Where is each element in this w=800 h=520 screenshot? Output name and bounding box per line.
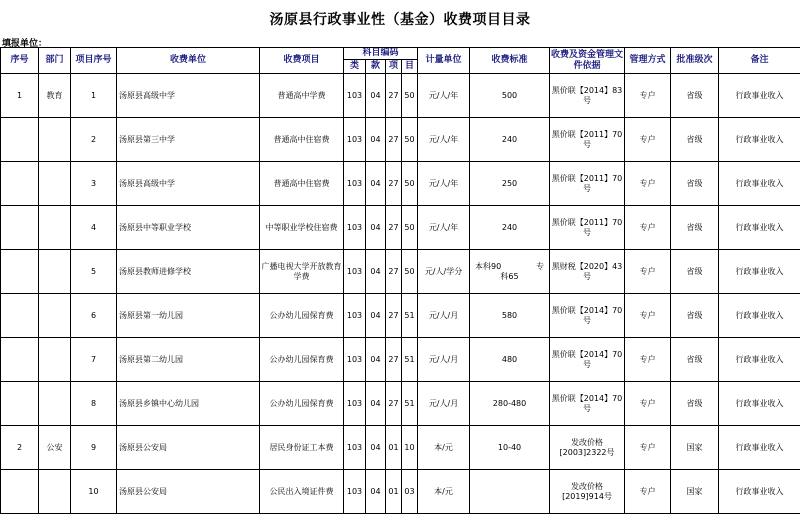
cell-mu: 50 bbox=[402, 250, 418, 294]
table-row bbox=[1, 426, 800, 470]
cell-unit: 汤原县第二幼儿园 bbox=[117, 338, 260, 382]
cell-lei: 103 bbox=[344, 338, 366, 382]
cell-item: 公办幼儿园保育费 bbox=[260, 382, 344, 426]
cell-lei: 103 bbox=[344, 382, 366, 426]
fee-table bbox=[0, 47, 800, 514]
cell-seq bbox=[1, 118, 39, 162]
cell-item-seq: 2 bbox=[71, 118, 117, 162]
cell-measure: 本/元 bbox=[418, 426, 470, 470]
cell-xiang: 27 bbox=[386, 74, 402, 118]
cell-unit: 汤原县中等职业学校 bbox=[117, 206, 260, 250]
cell-kuan: 04 bbox=[366, 470, 386, 514]
cell-basis: 黑价联【2014】83号 bbox=[550, 74, 625, 118]
cell-basis: 黑财税【2020】43号 bbox=[550, 250, 625, 294]
cell-basis: 黑价联【2011】70号 bbox=[550, 206, 625, 250]
cell-remark: 行政事业收入 bbox=[719, 338, 800, 382]
cell-kuan: 04 bbox=[366, 426, 386, 470]
cell-measure: 元/人/月 bbox=[418, 382, 470, 426]
cell-measure: 元/人/学分 bbox=[418, 250, 470, 294]
header-row-1 bbox=[1, 48, 800, 60]
cell-standard: 10-40 bbox=[470, 426, 550, 470]
header-sub-kuan: 款 bbox=[366, 60, 386, 74]
table-row bbox=[1, 250, 800, 294]
cell-item-seq: 4 bbox=[71, 206, 117, 250]
cell-mu: 50 bbox=[402, 206, 418, 250]
cell-item: 公办幼儿园保育费 bbox=[260, 338, 344, 382]
cell-unit: 汤原县第三中学 bbox=[117, 118, 260, 162]
cell-xiang: 27 bbox=[386, 162, 402, 206]
header-mgmt: 管理方式 bbox=[625, 48, 671, 74]
cell-dept: 公安 bbox=[39, 426, 71, 470]
cell-xiang: 27 bbox=[386, 118, 402, 162]
cell-level: 省级 bbox=[671, 294, 719, 338]
cell-mgmt: 专户 bbox=[625, 206, 671, 250]
cell-mu: 51 bbox=[402, 294, 418, 338]
cell-seq bbox=[1, 206, 39, 250]
cell-mgmt: 专户 bbox=[625, 294, 671, 338]
cell-lei: 103 bbox=[344, 118, 366, 162]
cell-mgmt: 专户 bbox=[625, 250, 671, 294]
cell-xiang: 27 bbox=[386, 294, 402, 338]
cell-item: 居民身份证工本费 bbox=[260, 426, 344, 470]
cell-kuan: 04 bbox=[366, 382, 386, 426]
cell-item-seq: 8 bbox=[71, 382, 117, 426]
cell-mgmt: 专户 bbox=[625, 426, 671, 470]
table-row bbox=[1, 74, 800, 118]
cell-dept bbox=[39, 250, 71, 294]
cell-mgmt: 专户 bbox=[625, 382, 671, 426]
cell-item-seq: 6 bbox=[71, 294, 117, 338]
cell-mu: 50 bbox=[402, 162, 418, 206]
cell-remark: 行政事业收入 bbox=[719, 382, 800, 426]
header-dept: 部门 bbox=[39, 48, 71, 74]
cell-mu: 51 bbox=[402, 338, 418, 382]
table-row bbox=[1, 470, 800, 514]
cell-item-seq: 3 bbox=[71, 162, 117, 206]
cell-item: 公民出入境证件费 bbox=[260, 470, 344, 514]
table-row bbox=[1, 294, 800, 338]
header-sub-lei: 类 bbox=[344, 60, 366, 74]
table-row bbox=[1, 338, 800, 382]
header-basis: 收费及资金管理文件依据 bbox=[550, 48, 625, 74]
cell-mu: 51 bbox=[402, 382, 418, 426]
header-level: 批准级次 bbox=[671, 48, 719, 74]
cell-remark: 行政事业收入 bbox=[719, 162, 800, 206]
cell-unit: 汤原县第一幼儿园 bbox=[117, 294, 260, 338]
cell-seq bbox=[1, 338, 39, 382]
header-subject: 科目编码 bbox=[344, 48, 418, 60]
cell-remark: 行政事业收入 bbox=[719, 118, 800, 162]
cell-seq: 1 bbox=[1, 74, 39, 118]
cell-kuan: 04 bbox=[366, 338, 386, 382]
header-item: 收费项目 bbox=[260, 48, 344, 74]
cell-item-seq: 7 bbox=[71, 338, 117, 382]
standard-part-a: 本科90 bbox=[475, 261, 502, 271]
cell-dept: 教育 bbox=[39, 74, 71, 118]
cell-xiang: 01 bbox=[386, 426, 402, 470]
cell-xiang: 27 bbox=[386, 206, 402, 250]
cell-remark: 行政事业收入 bbox=[719, 426, 800, 470]
cell-xiang: 27 bbox=[386, 338, 402, 382]
cell-seq bbox=[1, 470, 39, 514]
cell-mu: 03 bbox=[402, 470, 418, 514]
cell-unit: 汤原县高级中学 bbox=[117, 162, 260, 206]
cell-standard: 250 bbox=[470, 162, 550, 206]
header-seq: 序号 bbox=[1, 48, 39, 74]
cell-basis: 黑价联【2014】70号 bbox=[550, 338, 625, 382]
cell-level: 省级 bbox=[671, 382, 719, 426]
cell-seq bbox=[1, 162, 39, 206]
cell-measure: 元/人/年 bbox=[418, 206, 470, 250]
cell-lei: 103 bbox=[344, 74, 366, 118]
cell-standard: 580 bbox=[470, 294, 550, 338]
cell-lei: 103 bbox=[344, 250, 366, 294]
cell-kuan: 04 bbox=[366, 162, 386, 206]
table-row bbox=[1, 162, 800, 206]
cell-level: 省级 bbox=[671, 162, 719, 206]
cell-lei: 103 bbox=[344, 426, 366, 470]
cell-xiang: 27 bbox=[386, 382, 402, 426]
cell-basis: 黑价联【2011】70号 bbox=[550, 162, 625, 206]
cell-lei: 103 bbox=[344, 470, 366, 514]
reporting-unit-label: 填报单位： bbox=[2, 39, 48, 49]
cell-level: 国家 bbox=[671, 426, 719, 470]
table-row bbox=[1, 382, 800, 426]
cell-mgmt: 专户 bbox=[625, 338, 671, 382]
cell-basis: 黑价联【2014】70号 bbox=[550, 294, 625, 338]
cell-basis: 发改价格[2019]914号 bbox=[550, 470, 625, 514]
cell-mu: 50 bbox=[402, 74, 418, 118]
standard-part-b: 专 bbox=[536, 261, 545, 271]
cell-kuan: 04 bbox=[366, 294, 386, 338]
cell-dept bbox=[39, 382, 71, 426]
cell-lei: 103 bbox=[344, 294, 366, 338]
cell-unit: 汤原县公安局 bbox=[117, 470, 260, 514]
standard-split-line bbox=[471, 262, 548, 272]
cell-level: 省级 bbox=[671, 250, 719, 294]
cell-dept bbox=[39, 338, 71, 382]
cell-item: 普通高中学费 bbox=[260, 74, 344, 118]
cell-basis: 黑价联【2011】70号 bbox=[550, 118, 625, 162]
cell-dept bbox=[39, 294, 71, 338]
cell-dept bbox=[39, 470, 71, 514]
cell-standard bbox=[470, 470, 550, 514]
cell-remark: 行政事业收入 bbox=[719, 74, 800, 118]
cell-mu: 10 bbox=[402, 426, 418, 470]
cell-level: 省级 bbox=[671, 206, 719, 250]
cell-mgmt: 专户 bbox=[625, 118, 671, 162]
cell-unit: 汤原县乡镇中心幼儿园 bbox=[117, 382, 260, 426]
cell-dept bbox=[39, 162, 71, 206]
cell-lei: 103 bbox=[344, 206, 366, 250]
cell-unit: 汤原县公安局 bbox=[117, 426, 260, 470]
cell-kuan: 04 bbox=[366, 206, 386, 250]
cell-measure: 本/元 bbox=[418, 470, 470, 514]
cell-seq bbox=[1, 250, 39, 294]
cell-remark: 行政事业收入 bbox=[719, 250, 800, 294]
header-unit: 收费单位 bbox=[117, 48, 260, 74]
cell-kuan: 04 bbox=[366, 250, 386, 294]
cell-standard: 500 bbox=[470, 74, 550, 118]
cell-kuan: 04 bbox=[366, 74, 386, 118]
cell-level: 省级 bbox=[671, 338, 719, 382]
cell-dept bbox=[39, 206, 71, 250]
cell-standard bbox=[470, 250, 550, 294]
cell-xiang: 01 bbox=[386, 470, 402, 514]
cell-seq bbox=[1, 382, 39, 426]
cell-standard: 480 bbox=[470, 338, 550, 382]
cell-mgmt: 专户 bbox=[625, 162, 671, 206]
cell-item: 广播电视大学开放教育学费 bbox=[260, 250, 344, 294]
cell-basis: 黑价联【2014】70号 bbox=[550, 382, 625, 426]
cell-lei: 103 bbox=[344, 162, 366, 206]
cell-measure: 元/人/月 bbox=[418, 294, 470, 338]
cell-standard: 240 bbox=[470, 206, 550, 250]
cell-xiang: 27 bbox=[386, 250, 402, 294]
cell-mgmt: 专户 bbox=[625, 74, 671, 118]
cell-item-seq: 1 bbox=[71, 74, 117, 118]
cell-remark: 行政事业收入 bbox=[719, 206, 800, 250]
cell-level: 国家 bbox=[671, 470, 719, 514]
header-sub-xiang: 项 bbox=[386, 60, 402, 74]
cell-seq: 2 bbox=[1, 426, 39, 470]
header-sub-mu: 目 bbox=[402, 60, 418, 74]
header-measure: 计量单位 bbox=[418, 48, 470, 74]
cell-level: 省级 bbox=[671, 118, 719, 162]
cell-remark: 行政事业收入 bbox=[719, 294, 800, 338]
cell-basis: 发改价格[2003]2322号 bbox=[550, 426, 625, 470]
table-row bbox=[1, 206, 800, 250]
cell-level: 省级 bbox=[671, 74, 719, 118]
header-remark: 备注 bbox=[719, 48, 800, 74]
cell-standard: 280-480 bbox=[470, 382, 550, 426]
cell-item: 中等职业学校住宿费 bbox=[260, 206, 344, 250]
header-standard: 收费标准 bbox=[470, 48, 550, 74]
cell-mgmt: 专户 bbox=[625, 470, 671, 514]
cell-item-seq: 5 bbox=[71, 250, 117, 294]
cell-mu: 50 bbox=[402, 118, 418, 162]
page-title: 汤原县行政事业性（基金）收费项目目录 bbox=[269, 12, 531, 28]
cell-item: 普通高中住宿费 bbox=[260, 118, 344, 162]
table-row bbox=[1, 118, 800, 162]
cell-measure: 元/人/月 bbox=[418, 338, 470, 382]
cell-remark: 行政事业收入 bbox=[719, 470, 800, 514]
cell-measure: 元/人/年 bbox=[418, 162, 470, 206]
cell-unit: 汤原县高级中学 bbox=[117, 74, 260, 118]
cell-item-seq: 10 bbox=[71, 470, 117, 514]
cell-measure: 元/人/年 bbox=[418, 118, 470, 162]
cell-dept bbox=[39, 118, 71, 162]
cell-item-seq: 9 bbox=[71, 426, 117, 470]
cell-seq bbox=[1, 294, 39, 338]
cell-unit: 汤原县教师进修学校 bbox=[117, 250, 260, 294]
cell-item: 普通高中住宿费 bbox=[260, 162, 344, 206]
standard-part-c: 科65 bbox=[500, 271, 519, 281]
header-item-seq: 项目序号 bbox=[71, 48, 117, 74]
cell-kuan: 04 bbox=[366, 118, 386, 162]
cell-item: 公办幼儿园保育费 bbox=[260, 294, 344, 338]
cell-measure: 元/人/年 bbox=[418, 74, 470, 118]
cell-standard: 240 bbox=[470, 118, 550, 162]
